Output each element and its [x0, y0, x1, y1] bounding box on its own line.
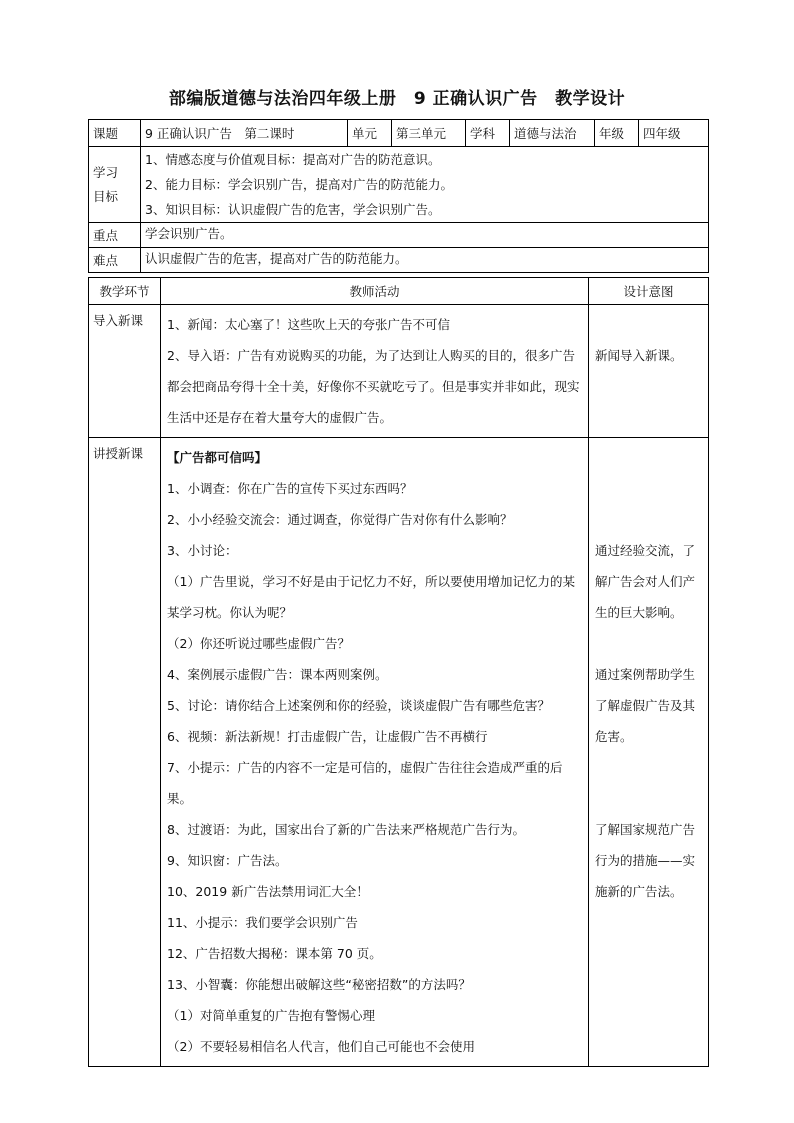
difficulty-row — [89, 248, 709, 273]
activity-item: 13、小智囊：你能想出破解这些“秘密招数”的方法吗？ — [167, 977, 471, 992]
key-point-value: 学会识别广告。 — [141, 223, 709, 248]
activity-item: 11、小提示：我们要学会识别广告 — [167, 915, 358, 930]
goals-row — [89, 147, 709, 223]
process-header-row — [89, 278, 709, 305]
section-title: 【广告都可信吗】 — [167, 450, 268, 465]
teach-row — [89, 438, 709, 1067]
activity-item: （1）广告里说，学习不好是由于记忆力不好，所以要使用增加记忆力的某某学习枕。你认为呢？ — [167, 574, 575, 620]
activity-item: 3、小讨论： — [167, 543, 238, 558]
goals-label — [89, 147, 141, 223]
header-row — [89, 120, 709, 147]
activity-item: （2）不要轻易相信名人代言，他们自己可能也不会使用 — [167, 1039, 475, 1054]
activity-item: 1、小调查：你在广告的宣传下买过东西吗？ — [167, 481, 413, 496]
intro-activities — [161, 305, 589, 438]
goal-item: 1、情感态度与价值观目标：提高对广告的防范意识。 — [145, 152, 441, 167]
grade-label: 年级 — [595, 120, 639, 147]
key-point-row — [89, 223, 709, 248]
teacher-column-header: 教师活动 — [161, 278, 589, 305]
activity-item: 9、知识窗：广告法。 — [167, 853, 288, 868]
activity-item: （2）你还听说过哪些虚假广告？ — [167, 636, 350, 651]
document-title: 部编版道德与法治四年级上册 9 正确认识广告 教学设计 — [168, 89, 626, 109]
goals-label-line1: 学习 — [93, 164, 119, 180]
goals-list — [141, 147, 709, 223]
intro-stage: 导入新课 — [89, 305, 161, 438]
info-table — [88, 119, 709, 273]
intent-column-header: 设计意图 — [589, 278, 709, 305]
activity-item: 12、广告招数大揭秘：课本第 70 页。 — [167, 946, 382, 961]
lesson-plan-table — [88, 119, 708, 1067]
lesson-label: 课题 — [89, 120, 141, 147]
teach-stage: 讲授新课 — [89, 438, 161, 1067]
intro-row — [89, 305, 709, 438]
goal-item: 3、知识目标：认识虚假广告的危害，学会识别广告。 — [145, 202, 441, 217]
activity-item: （1）对简单重复的广告抱有警惕心理 — [167, 1008, 375, 1023]
activity-item: 10、2019 新广告法禁用词汇大全！ — [167, 884, 369, 899]
key-point-label: 重点 — [89, 223, 141, 248]
activity-item: 4、案例展示虚假广告：课本两则案例。 — [167, 667, 388, 682]
goals-label-line2: 目标 — [93, 188, 119, 204]
teach-activities — [161, 438, 589, 1067]
difficulty-value: 认识虚假广告的危害，提高对广告的防范能力。 — [141, 248, 709, 273]
difficulty-label: 难点 — [89, 248, 141, 273]
subject-label: 学科 — [466, 120, 510, 147]
goal-item: 2、能力目标：学会识别广告，提高对广告的防范能力。 — [145, 177, 453, 192]
activity-item: 1、新闻：太心塞了！这些吹上天的夸张广告不可信 — [167, 317, 450, 332]
unit-label: 单元 — [348, 120, 392, 147]
intro-intent — [589, 305, 709, 438]
intent-text: 了解国家规范广告行为的措施——实施新的广告法。 — [595, 822, 696, 899]
process-table — [88, 277, 709, 1067]
activity-item: 7、小提示：广告的内容不一定是可信的，虚假广告往往会造成严重的后果。 — [167, 760, 563, 806]
subject-value: 道德与法治 — [510, 120, 595, 147]
intent-text: 通过案例帮助学生了解虚假广告及其危害。 — [595, 667, 696, 744]
unit-value: 第三单元 — [392, 120, 466, 147]
activity-item: 2、小小经验交流会：通过调查，你觉得广告对你有什么影响？ — [167, 512, 513, 527]
lesson-value: 9 正确认识广告 第二课时 — [141, 120, 348, 147]
stage-column-header: 教学环节 — [89, 278, 161, 305]
activity-item: 2、导入语：广告有劝说购买的功能，为了达到让人购买的目的，很多广告都会把商品夸得十全十美，好像你不买就吃亏了。但是事实并非如此，现实生活中还是存在着大量夸大的虚假广告。 — [167, 348, 580, 425]
activity-item: 6、视频：新法新规！打击虚假广告，让虚假广告不再横行 — [167, 729, 488, 744]
intent-text: 新闻导入新课。 — [595, 348, 683, 363]
activity-item: 5、讨论：请你结合上述案例和你的经验，谈谈虚假广告有哪些危害？ — [167, 698, 550, 713]
activity-item: 8、过渡语：为此，国家出台了新的广告法来严格规范广告行为。 — [167, 822, 525, 837]
intent-text: 通过经验交流，了解广告会对人们产生的巨大影响。 — [595, 543, 696, 620]
grade-value: 四年级 — [639, 120, 709, 147]
teach-intents — [589, 438, 709, 1067]
